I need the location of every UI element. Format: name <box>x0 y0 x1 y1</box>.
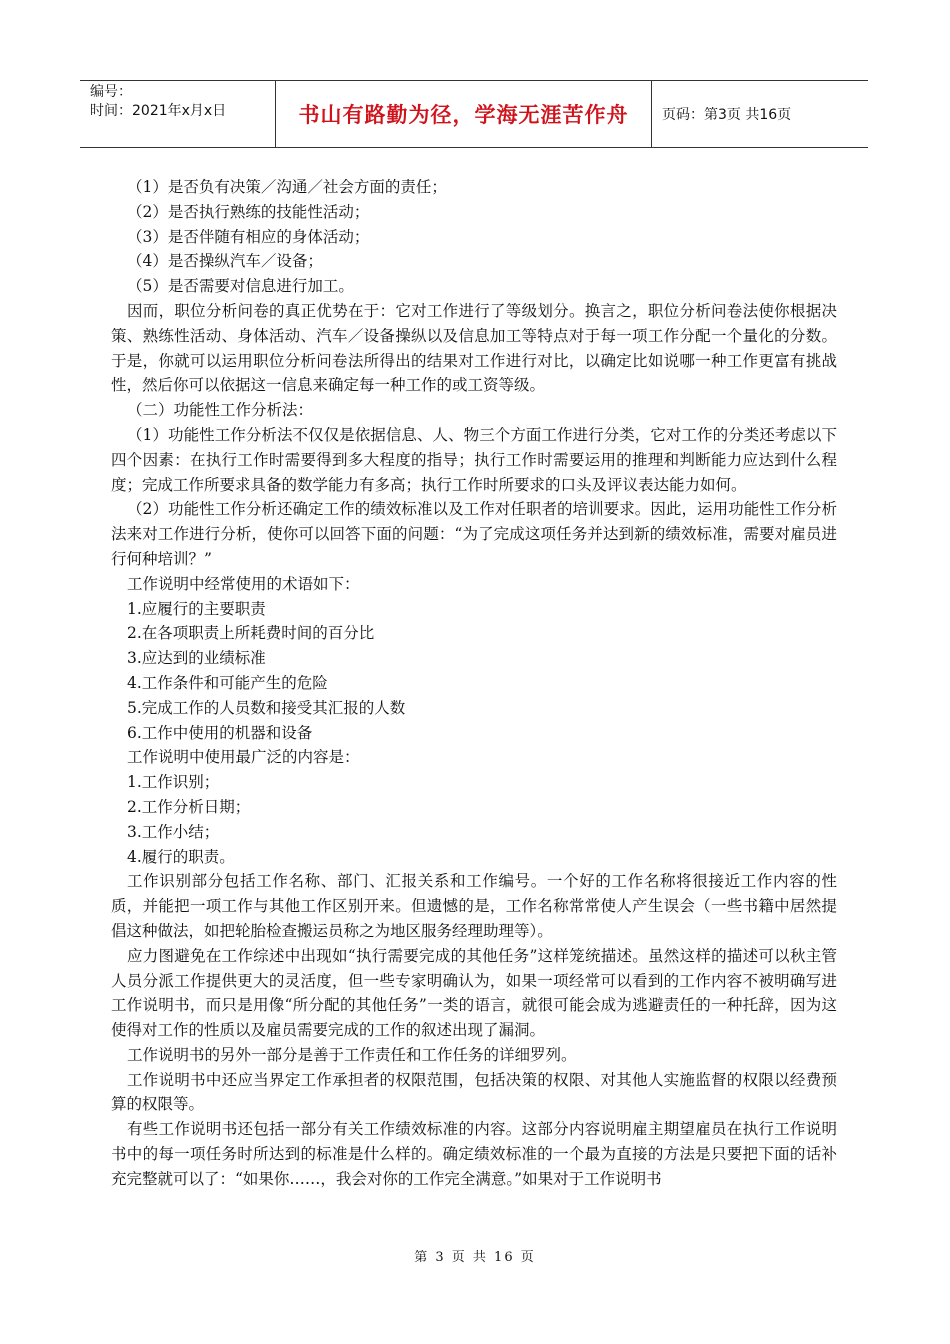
list-item: 3.应达到的业绩标准 <box>127 649 266 668</box>
list-item: 4.履行的职责。 <box>127 847 235 866</box>
list-item: 5.完成工作的人员数和接受其汇报的人数 <box>127 698 406 717</box>
header-motto: 书山有路勤为径，学海无涯苦作舟 <box>298 103 629 127</box>
list-item: （3）是否伴随有相应的身体活动； <box>127 227 370 246</box>
header-divider <box>651 81 652 147</box>
body-paragraph: （1）功能性工作分析法不仅仅是依据信息、人、物三个方面工作进行分类，它对工作的分类还考虑以下四个因素：在执行工作时需要得到多大程度的指导；执行工作时需要运用的推理和判断能力应达到什么程度；完成工作所要求具备的数学能力有多高；执行工作时所要求的口头及评议表达能力如何。 <box>111 425 837 494</box>
body-paragraph: 工作说明书的另外一部分是善于工作责任和工作任务的详细罗列。 <box>127 1045 577 1064</box>
list-item: 1.工作识别； <box>127 773 220 792</box>
document-number-label: 编号： <box>90 84 132 100</box>
list-item: 2.工作分析日期； <box>127 797 251 816</box>
list-item: 4.工作条件和可能产生的危险 <box>127 673 328 692</box>
section-heading: （二）功能性工作分析法： <box>127 401 314 420</box>
body-paragraph: 工作说明中使用最广泛的内容是： <box>127 748 360 767</box>
body-paragraph: 工作说明书中还应当界定工作承担者的权限范围，包括决策的权限、对其他人实施监督的权限以经费预算的权限等。 <box>111 1070 837 1114</box>
list-item: 6.工作中使用的机器和设备 <box>127 723 313 742</box>
body-paragraph: 应力图避免在工作综述中出现如“执行需要完成的其他任务”这样笼统描述。虽然这样的描述可以秋主管人员分派工作提供更大的灵活度，但一些专家明确认为，如果一项经常可以看到的工作内容不被明确写进工作说明书，而只是用像“所分配的其他任务”一类的语言，就很可能会成为逃避责任的一种托辞，因为这使得对工作的性质以及雇员需要完成的工作的叙述出现了漏洞。 <box>111 946 837 1040</box>
list-item: （4）是否操纵汽车／设备； <box>127 252 323 271</box>
header-meta <box>90 83 226 121</box>
body-paragraph: 有些工作说明书还包括一部分有关工作绩效标准的内容。这部分内容说明雇主期望雇员在执行工作说明书中的每一项任务时所达到的标准是什么样的。确定绩效标准的一个最为直接的方法是只要把下面的话补充完整就可以了：“如果你……，我会对你的工作完全满意。”如果对于工作说明书 <box>111 1120 837 1188</box>
body-paragraph: 因而，职位分析问卷的真正优势在于：它对工作进行了等级划分。换言之，职位分析问卷法使你根据决策、熟练性活动、身体活动、汽车／设备操纵以及信息加工等特点对于每一项工作分配一个量化的分数。于是，你就可以运用职位分析问卷法所得出的结果对工作进行对比，以确定比如说哪一种工作更富有挑战性，然后你可以依据这一信息来确定每一种工作的或工资等级。 <box>111 301 837 395</box>
page-footer: 第 3 页 共 16 页 <box>414 1250 536 1265</box>
body-paragraph: 工作说明中经常使用的术语如下： <box>127 574 360 593</box>
header-page-number: 页码：第3页 共16页 <box>662 107 792 123</box>
page-header <box>80 80 868 148</box>
body-paragraph: 工作识别部分包括工作名称、部门、汇报关系和工作编号。一个好的工作名称将很接近工作内容的性质，并能把一项工作与其他工作区别开来。但遗憾的是，工作名称常常使人产生误会（一些书籍中居然提倡这种做法，如把轮胎检查搬运员称之为地区服务经理助理等）。 <box>111 872 837 940</box>
list-item: 2.在各项职责上所耗费时间的百分比 <box>127 624 375 643</box>
document-body <box>111 175 837 1192</box>
list-item: 1.应履行的主要职责 <box>127 599 266 618</box>
list-item: （2）是否执行熟练的技能性活动； <box>127 202 370 221</box>
list-item: （5）是否需要对信息进行加工。 <box>127 277 354 296</box>
list-item: 3.工作小结； <box>127 822 220 841</box>
body-paragraph: （2）功能性工作分析还确定工作的绩效标准以及工作对任职者的培训要求。因此，运用功能性工作分析法来对工作进行分析，使你可以回答下面的问题：“为了完成这项任务并达到新的绩效标准，需要对雇员进行何种培训？” <box>111 500 837 568</box>
list-item: （1）是否负有决策／沟通／社会方面的责任； <box>127 178 447 196</box>
document-date-label: 时间：2021年x月x日 <box>90 103 227 119</box>
